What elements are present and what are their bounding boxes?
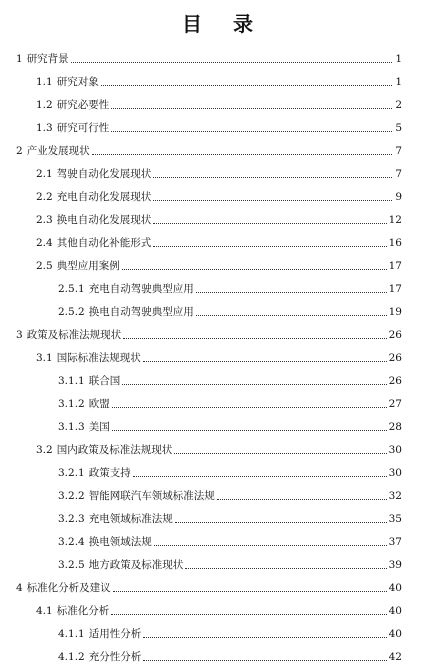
toc-entry-page: 27 (388, 398, 402, 410)
toc-entry[interactable] (58, 558, 402, 572)
toc-entry-page: 1 (395, 53, 402, 65)
toc-entry-page: 1 (395, 76, 402, 88)
leader-dots (92, 144, 392, 155)
toc-entry-page: 30 (388, 467, 402, 479)
toc-entry[interactable] (58, 397, 402, 411)
toc-entry-text: 国内政策及标准法规现状 (56, 444, 173, 456)
toc-entry-number: 2.5 (36, 260, 53, 272)
leader-dots (111, 98, 392, 109)
toc-entry[interactable] (36, 75, 402, 89)
toc-entry[interactable] (36, 190, 402, 204)
leader-dots (143, 351, 387, 362)
toc-entry-text: 政策及标准法规现状 (26, 329, 122, 341)
toc-entry-text: 标准化分析及建议 (26, 582, 111, 594)
toc-entry-page: 7 (395, 145, 402, 157)
toc-entry-page: 16 (388, 237, 402, 249)
toc-entry[interactable] (58, 420, 402, 434)
toc-entry-number: 3.1.2 (58, 398, 85, 410)
toc-entry[interactable] (58, 282, 402, 296)
toc-entry[interactable] (36, 604, 402, 618)
toc-entry-text: 研究对象 (56, 76, 99, 88)
toc-entry-page: 17 (388, 260, 402, 272)
toc-entry[interactable] (58, 305, 402, 319)
toc-entry-number: 3.2.5 (58, 559, 85, 571)
leader-dots (122, 374, 386, 385)
leader-dots (133, 466, 387, 477)
toc-entry[interactable] (16, 144, 402, 158)
toc-entry-number: 3 (16, 329, 23, 341)
toc-entry[interactable] (58, 374, 402, 388)
toc-entry[interactable] (36, 121, 402, 135)
toc-entry-number: 2.5.2 (58, 306, 85, 318)
toc-entry-number: 4.1.2 (58, 651, 85, 663)
leader-dots (71, 52, 392, 63)
toc-entry[interactable] (16, 581, 402, 595)
leader-dots (153, 213, 386, 224)
toc-entry-text: 充电自动化发展现状 (56, 191, 152, 203)
leader-dots (123, 328, 386, 339)
toc-entry-number: 1.3 (36, 122, 53, 134)
toc-entry-text: 标准化分析 (56, 605, 110, 617)
toc-entry[interactable] (58, 627, 402, 641)
toc-entry-text: 充电自动驾驶典型应用 (88, 283, 194, 295)
leader-dots (196, 305, 387, 316)
toc-entry-number: 4.1 (36, 605, 53, 617)
leader-dots (143, 627, 386, 638)
toc-entry-number: 1.2 (36, 99, 53, 111)
toc-entry[interactable] (36, 98, 402, 112)
toc-entry-number: 2.3 (36, 214, 53, 226)
toc-entry-text: 充分性分析 (88, 651, 142, 663)
toc-entry-text: 国际标准法规现状 (56, 352, 141, 364)
toc-entry-page: 7 (395, 168, 402, 180)
leader-dots (112, 420, 387, 431)
toc-entry[interactable] (36, 213, 402, 227)
leader-dots (112, 397, 387, 408)
toc-entry-number: 3.2.3 (58, 513, 85, 525)
toc-entry-number: 3.2 (36, 444, 53, 456)
leader-dots (153, 167, 392, 178)
toc-entry-page: 39 (388, 559, 402, 571)
toc-entry-text: 美国 (88, 421, 110, 433)
toc-entry-text: 产业发展现状 (26, 145, 90, 157)
toc-entry-page: 12 (388, 214, 402, 226)
toc-entry-text: 研究背景 (26, 53, 69, 65)
leader-dots (111, 121, 392, 132)
toc-entry-page: 26 (388, 329, 402, 341)
toc-entry-number: 2.2 (36, 191, 53, 203)
toc-entry-number: 2.4 (36, 237, 53, 249)
toc-entry-number: 2.5.1 (58, 283, 85, 295)
leader-dots (153, 190, 392, 201)
toc-entry-text: 适用性分析 (88, 628, 142, 640)
toc-entry-number: 3.2.4 (58, 536, 85, 548)
leader-dots (143, 650, 386, 661)
toc-entry-text: 其他自动化补能形式 (56, 237, 152, 249)
leader-dots (174, 443, 386, 454)
toc-entry-page: 32 (388, 490, 402, 502)
toc-entry-text: 换电自动化发展现状 (56, 214, 152, 226)
toc-entry-text: 地方政策及标准现状 (88, 559, 184, 571)
leader-dots (175, 512, 387, 523)
toc-entry[interactable] (58, 489, 402, 503)
leader-dots (101, 75, 392, 86)
leader-dots (185, 558, 386, 569)
toc-entry-page: 2 (395, 99, 402, 111)
toc-entry-page: 5 (395, 122, 402, 134)
toc-entry-text: 欧盟 (88, 398, 110, 410)
toc-entry-page: 37 (388, 536, 402, 548)
toc-entry-number: 3.1.1 (58, 375, 85, 387)
toc-entry-number: 3.1 (36, 352, 53, 364)
leader-dots (153, 236, 386, 247)
leader-dots (154, 535, 387, 546)
toc-title: 目 录 (182, 12, 265, 36)
toc-entry-page: 30 (388, 444, 402, 456)
toc-entry[interactable] (58, 512, 402, 526)
toc-entry-number: 4 (16, 582, 23, 594)
leader-dots (111, 604, 386, 615)
toc-entry-text: 政策支持 (88, 467, 131, 479)
toc-entry-text: 联合国 (88, 375, 121, 387)
toc-entry-text: 智能网联汽车领域标准法规 (88, 490, 215, 502)
leader-dots (122, 259, 387, 270)
toc-entry-number: 1.1 (36, 76, 53, 88)
toc-entry-number: 2.1 (36, 168, 53, 180)
toc-entry[interactable] (36, 259, 402, 273)
leader-dots (196, 282, 387, 293)
toc-entry-page: 40 (388, 582, 402, 594)
leader-dots (113, 581, 387, 592)
toc-entry[interactable] (58, 466, 402, 480)
toc-entry[interactable] (16, 52, 402, 66)
toc-entry-number: 3.1.3 (58, 421, 85, 433)
toc-entry[interactable] (36, 443, 402, 457)
toc-entry-page: 9 (395, 191, 402, 203)
toc-entry-page: 42 (388, 651, 402, 663)
toc-entry[interactable] (58, 535, 402, 549)
toc-entry-text: 典型应用案例 (56, 260, 120, 272)
toc-entry-text: 换电自动驾驶典型应用 (88, 306, 194, 318)
toc-entry-text: 研究可行性 (56, 122, 110, 134)
toc-entry-number: 2 (16, 145, 23, 157)
toc-entry-number: 3.2.1 (58, 467, 85, 479)
toc-entry-page: 40 (388, 605, 402, 617)
toc-entry-page: 26 (388, 352, 402, 364)
toc-entry-page: 26 (388, 375, 402, 387)
toc-entry-page: 19 (388, 306, 402, 318)
toc-entry[interactable] (36, 351, 402, 365)
toc-entry-number: 1 (16, 53, 23, 65)
toc-entry-text: 充电领域标准法规 (88, 513, 173, 525)
toc-entry[interactable] (58, 650, 402, 664)
toc-entry-page: 35 (388, 513, 402, 525)
toc-entry[interactable] (36, 236, 402, 250)
toc-entry-page: 40 (388, 628, 402, 640)
toc-entry[interactable] (16, 328, 402, 342)
toc-entry-number: 3.2.2 (58, 490, 85, 502)
toc-entry-number: 4.1.1 (58, 628, 85, 640)
toc-entry-text: 驾驶自动化发展现状 (56, 168, 152, 180)
toc-entry-page: 28 (388, 421, 402, 433)
toc-entry-page: 17 (388, 283, 402, 295)
leader-dots (217, 489, 387, 500)
toc-entry-text: 换电领域法规 (88, 536, 152, 548)
toc-entry[interactable] (36, 167, 402, 181)
toc-entry-text: 研究必要性 (56, 99, 110, 111)
